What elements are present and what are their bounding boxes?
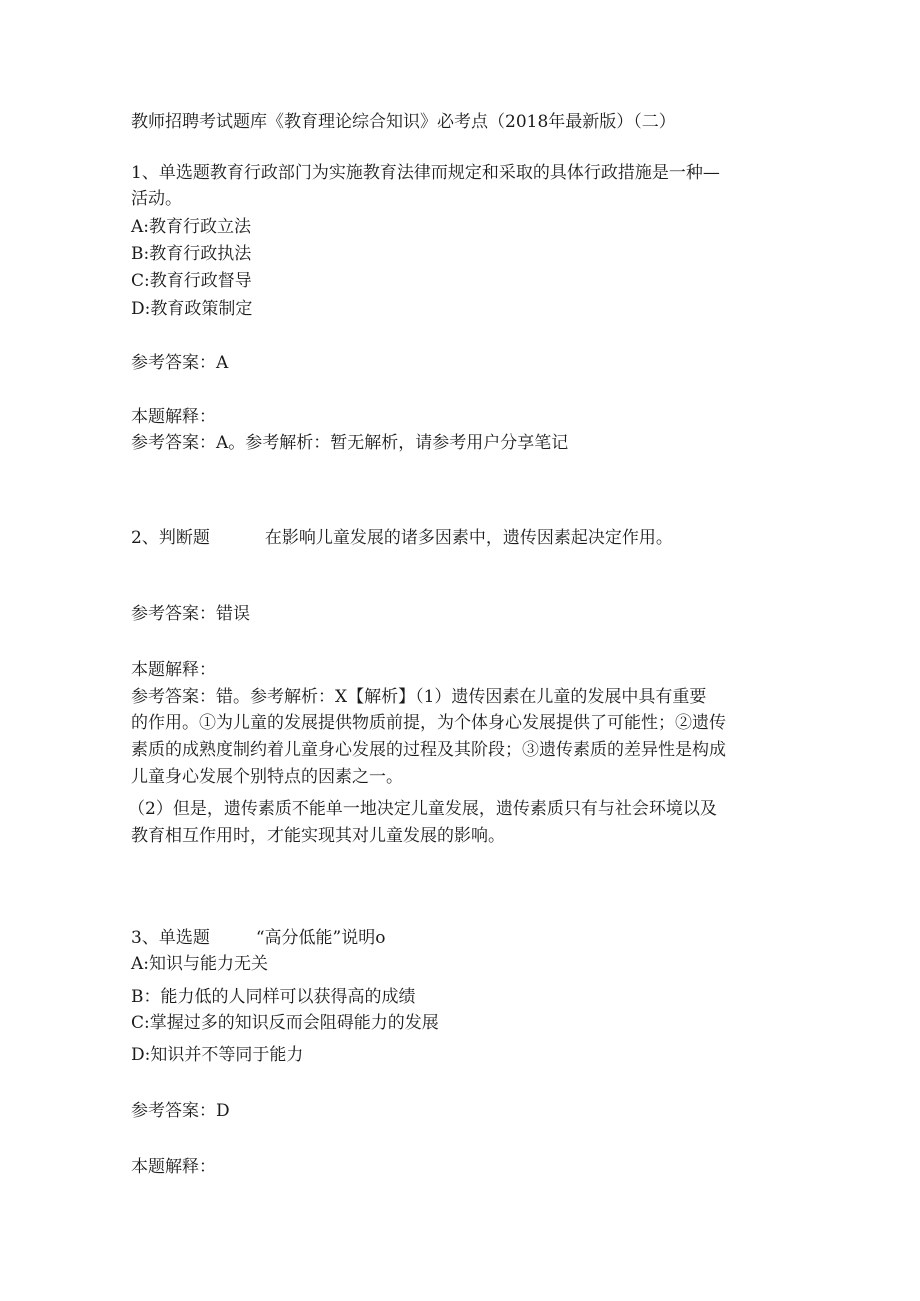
q2-answer: 参考答案：错误 <box>131 604 250 624</box>
q2-stem: 在影响儿童发展的诸多因素中，遗传因素起决定作用。 <box>264 528 673 548</box>
q3-stem: “高分低能”说明o <box>255 928 386 948</box>
q2-explain-line: 的作用。①为儿童的发展提供物质前提，为个体身心发展提供了可能性；②遗传 <box>131 713 726 733</box>
q2-explain-line: 参考答案：错。参考解析：X【解析】（1）遗传因素在儿童的发展中具有重要 <box>131 687 707 707</box>
q1-explain-label: 本题解释： <box>131 407 216 427</box>
q3-explain-label: 本题解释： <box>131 1157 216 1177</box>
q3-type: 3、单选题 <box>131 928 210 948</box>
q2-explain-label: 本题解释： <box>131 660 216 680</box>
q2-explain-line: （2）但是，遗传素质不能单一地决定儿童发展，遗传素质只有与社会环境以及 <box>128 799 717 819</box>
q2-explain-line: 素质的成熟度制约着儿童身心发展的过程及其阶段；③遗传素质的差异性是构成 <box>131 740 726 760</box>
q1-option-d: D:教育政策制定 <box>131 299 253 319</box>
q3-option-b: B：能力低的人同样可以获得高的成绩 <box>131 987 416 1007</box>
q3-answer: 参考答案：D <box>131 1101 230 1121</box>
q1-option-b: B:教育行政执法 <box>131 244 252 264</box>
document-title: 教师招聘考试题库《教育理论综合知识》必考点（2018年最新版）（二） <box>131 112 676 132</box>
q1-option-a: A:教育行政立法 <box>131 217 252 237</box>
q1-answer: 参考答案：A <box>131 353 229 373</box>
q1-option-c: C:教育行政督导 <box>131 271 252 291</box>
q2-explain-line: 儿童身心发展个别特点的因素之一。 <box>131 767 403 787</box>
q1-explain: 参考答案：A。参考解析：暂无解析，请参考用户分享笔记 <box>131 433 569 453</box>
q1-stem-line1: 1、单选题教育行政部门为实施教育法律而规定和采取的具体行政措施是一种— <box>131 163 720 183</box>
q2-stem-line <box>131 525 673 551</box>
q2-explain-line: 教育相互作用时，才能实现其对儿童发展的影响。 <box>131 826 505 846</box>
q3-stem-line <box>131 925 385 951</box>
q3-option-a: A:知识与能力无关 <box>131 954 269 974</box>
q3-option-d: D:知识并不等同于能力 <box>131 1045 304 1065</box>
q1-stem-line2: 活动。 <box>131 189 182 209</box>
q3-option-c: C:掌握过多的知识反而会阻碍能力的发展 <box>131 1013 439 1033</box>
q2-type: 2、判断题 <box>131 528 210 548</box>
